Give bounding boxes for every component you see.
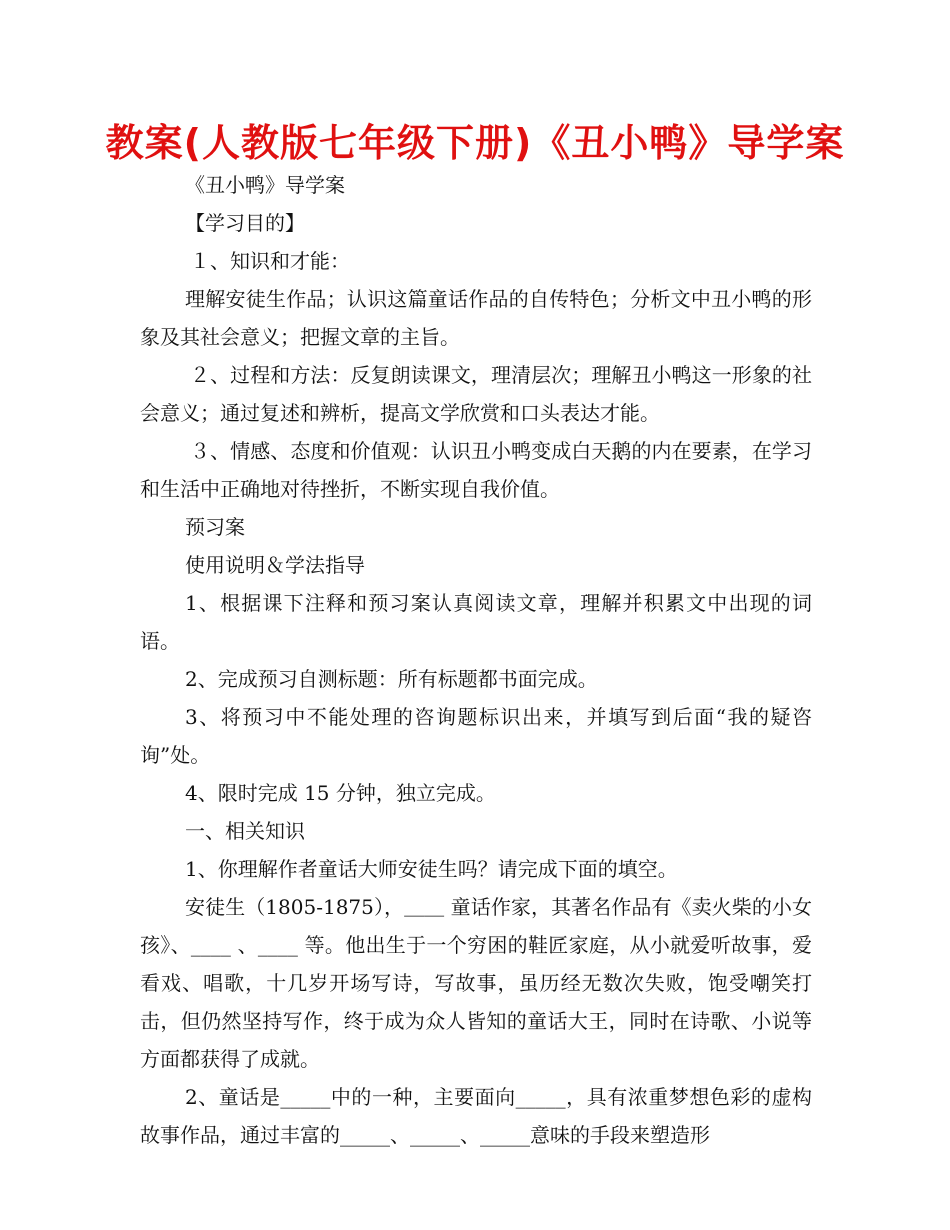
page-title: 教案(人教版七年级下册)《丑小鸭》导学案 <box>105 121 845 165</box>
objective-item: ２、过程和方法：反复朗读课文，理清层次；理解丑小鸭这一形象的社会意义；通过复述和辨析，提高文学欣赏和口头表达才能。 <box>140 363 812 425</box>
objective-item: １、知识和才能： <box>190 249 350 273</box>
instruction-item: 4、限时完成 15 分钟，独立完成。 <box>185 781 496 805</box>
question-item: 2、童话是_____中的一种，主要面向_____，具有浓重梦想色彩的虚构故事作品，通过丰富的_____、_____、_____意味的手段来塑造形 <box>140 1085 812 1147</box>
paragraph: 理解安徒生作品；认识这篇童话作品的自传特色；分析文中丑小鸭的形象及其社会意义；把握文章的主旨。 <box>140 287 812 349</box>
subtitle: 《丑小鸭》导学案 <box>185 173 345 197</box>
instruction-item: 1、根据课下注释和预习案认真阅读文章，理解并积累文中出现的词语。 <box>140 591 812 653</box>
objective-item: ３、情感、态度和价值观：认识丑小鸭变成白天鹅的内在要素，在学习和生活中正确地对待挫折，不断实现自我价值。 <box>140 439 812 501</box>
instruction-item: 2、完成预习自测标题：所有标题都书面完成。 <box>185 667 598 691</box>
document-body <box>140 166 812 1154</box>
section-heading: 预习案 <box>185 515 245 539</box>
fill-in-paragraph: 安徒生（1805-1875），＿＿ 童话作家，其著名作品有《卖火柴的小女孩》、____ 、____ 等。他出生于一个穷困的鞋匠家庭，从小就爱听故事，爱看戏、唱歌，十几岁开场写诗，写故事，虽历经无数次失败，饱受嘲笑打击，但仍然坚持写作，终于成为众人皆知的童话大王，同时在诗歌、小说等方面都获得了成就。 <box>140 895 812 1071</box>
question-item: 1、你理解作者童话大师安徒生吗？请完成下面的填空。 <box>185 857 678 881</box>
section-heading: 【学习目的】 <box>185 211 305 235</box>
section-heading: 一、相关知识 <box>185 819 305 843</box>
section-heading: 使用说明＆学法指导 <box>185 553 365 577</box>
instruction-item: 3、将预习中不能处理的咨询题标识出来，并填写到后面“我的疑咨询”处。 <box>140 705 812 767</box>
